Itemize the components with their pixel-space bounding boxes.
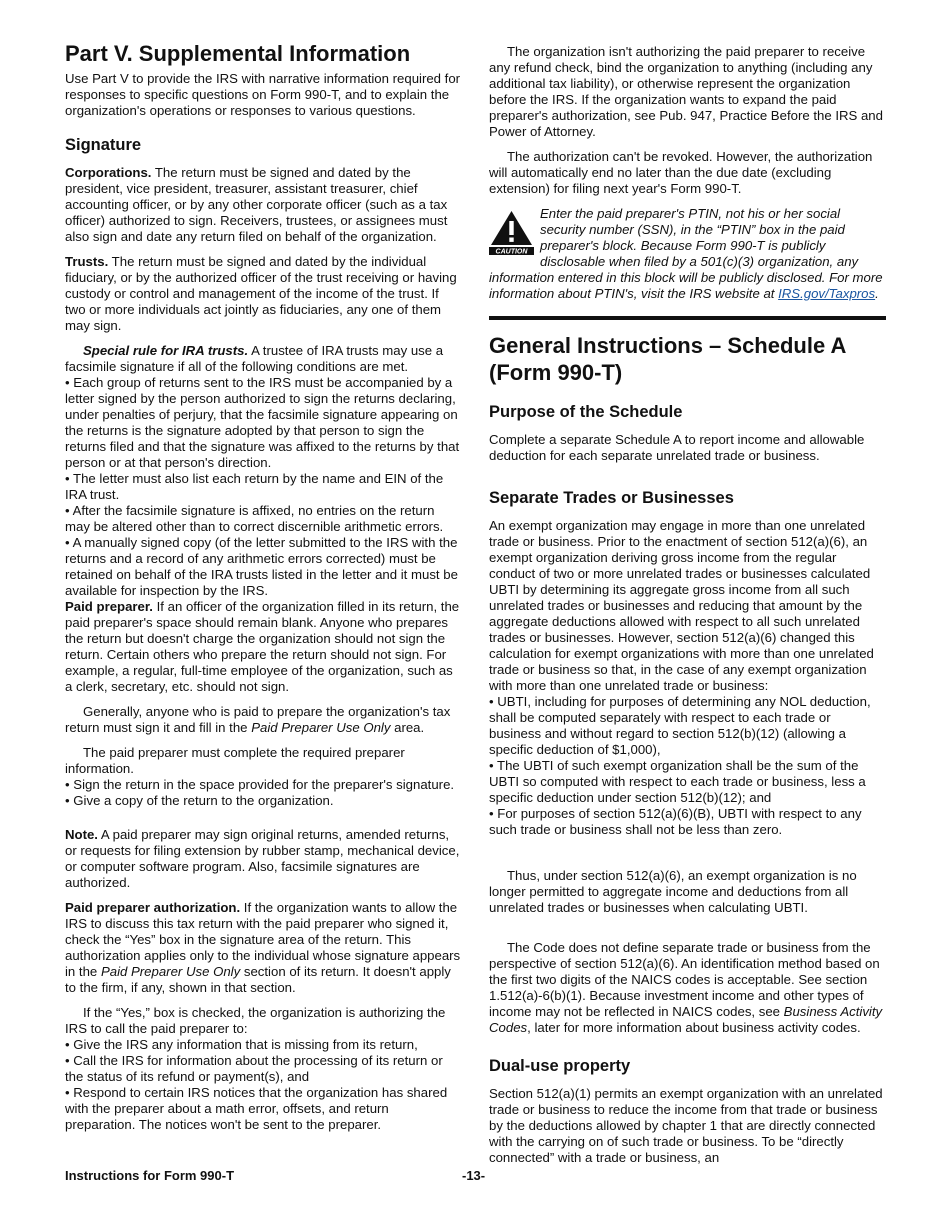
list-item: • Give a copy of the return to the organization. (65, 793, 462, 809)
note-label: Note. (65, 827, 98, 842)
list-item: • UBTI, including for purposes of determining any NOL deduction, shall be computed separately with respect to each trade or business and without regard to section 512(b)(12) (allowing a specific deduction of $1,000), (489, 694, 886, 758)
code-emphasis: Business Activity Codes (489, 1004, 883, 1035)
purpose-paragraph: Complete a separate Schedule A to report income and allowable deduction for each separate unrelated trade or business. (489, 432, 865, 463)
trusts-label: Trusts. (65, 254, 109, 269)
caution-end: . (875, 286, 879, 301)
list-item: • A manually signed copy (of the letter submitted to the IRS with the returns and a record of any arithmetic errors corrected) must be retained on behalf of the IRA trusts listed in the letter and it must be available for inspection by the IRS. (65, 535, 462, 599)
paid-preparer-label: Paid preparer. (65, 599, 153, 614)
paid-preparer-text: If an officer of the organization filled in its return, the paid preparer's space should remain blank. Anyone who prepares the return but doesn't charge the organization should not sign the return. Certain others who prepare the return should not sign. For example, a regular, full-time employee of the organization, such as a clerk, secretary, etc. should not sign. (65, 599, 460, 694)
authorization-emphasis: Paid Preparer Use Only (100, 964, 241, 979)
note-text: A paid preparer may sign original returns, amended returns, or requests for filing extension by rubber stamp, mechanical device, or computer software program. Also, facsimile signatures are authorized. (65, 827, 460, 890)
trusts-paragraph (65, 254, 462, 334)
caution-label: CAUTION (495, 248, 528, 255)
corporations-text: The return must be signed and dated by the president, vice president, treasurer, assistant treasurer, chief accounting officer, or by any other corporate officer (such as a tax officer) authorized to sign. Receivers, trustees, or assignees must also sign and date any return filed on behalf of the organization. (65, 165, 448, 244)
dual-use-heading: Dual-use property (489, 1057, 631, 1075)
separate-trades-bullet-list (489, 694, 886, 838)
list-item: • After the facsimile signature is affixed, no entries on the return may be altered other than to correct discernible arithmetic errors. (65, 503, 462, 535)
caution-note (489, 206, 886, 302)
note-paragraph (65, 827, 462, 891)
authorization-text-b: section of its return. It doesn't apply to the firm, if any, shown in that section. (65, 964, 451, 995)
ira-label: Special rule for IRA trusts. (83, 343, 249, 358)
generally-paragraph (65, 704, 462, 736)
list-item: • For purposes of section 512(a)(6)(B), UBTI with respect to any such trade or business shall not be less than zero. (489, 806, 886, 838)
footer-form-name: Instructions for Form 990-T (65, 1168, 235, 1183)
code-text-b: , later for more information about business activity codes. (527, 1020, 861, 1035)
generally-text-a: Generally, anyone who is paid to prepare the organization's tax return must sign it and fill in the (65, 704, 451, 735)
trusts-text: The return must be signed and dated by the individual fiduciary, or by the authorized officer of the trust receiving or having custody or control and management of the income of the trust. If two or more individuals act jointly as fiduciaries, any one of them may sign. (65, 254, 457, 333)
code-text-a: The Code does not define separate trade or business from the perspective of section 512(a)(6). An identification method based on the first two digits of the NAICS codes is acceptable. See section 1.512(a)-6(b)(1). Because investment income and other types of income may not be reflected in NAICS codes, see (489, 940, 880, 1019)
cant-revoke-paragraph: The authorization can't be revoked. However, the authorization will automatically end no later than the due date (excluding extension) for filing next year's Form 990-T. (489, 149, 873, 196)
must-complete-paragraph: The paid preparer must complete the required preparer information. (65, 745, 405, 776)
code-paragraph (489, 940, 886, 1036)
paid-preparer-paragraph (65, 599, 462, 695)
list-item: • The UBTI of such exempt organization shall be the sum of the UBTI so computed with respect to each trade or business, less a specific deduction under section 512(b)(12); and (489, 758, 886, 806)
list-item: • The letter must also list each return by the name and EIN of the IRA trust. (65, 471, 462, 503)
page-number: -13- (462, 1168, 486, 1183)
generally-emphasis: Paid Preparer Use Only (251, 720, 391, 735)
thus-paragraph: Thus, under section 512(a)(6), an exempt organization is no longer permitted to aggregate income and deductions from all unrelated trades or businesses when calculating UBTI. (489, 868, 857, 915)
part-v-intro: Use Part V to provide the IRS with narrative information required for responses to specific questions on Form 990-T, and to explain the organization's operations or responses to various questions. (65, 71, 461, 118)
caution-text: Enter the paid preparer's PTIN, not his or her social security number (SSN), in the “PTIN” box in the paid preparer's block. Because Form 990-T is publicly disclosable when filed by a 501(c)(3) organization, any information entered in this block will be publicly disclosed. For more information about PTIN's, visit the IRS website at (489, 206, 883, 301)
preparer-bullet-list (65, 777, 462, 809)
purpose-heading: Purpose of the Schedule (489, 403, 683, 421)
section-divider (489, 316, 886, 320)
list-item: • Each group of returns sent to the IRS must be accompanied by a letter signed by the person authorized to sign the returns declaring, under penalties of perjury, that the facsimile signature appearing on the returns is the signature adopted by that person to sign the returns filed and that the signature was affixed to the returns by that person or at that person's direction. (65, 375, 462, 471)
irs-taxpros-link[interactable]: IRS.gov/Taxpros (778, 286, 876, 301)
not-authorizing-paragraph: The organization isn't authorizing the paid preparer to receive any refund check, bind the organization to anything (including any additional tax liability), or otherwise represent the organization before the IRS. If the organization wants to expand the paid preparer's authorization, see Pub. 947, Practice Before the IRS and Power of Attorney. (489, 44, 883, 139)
ira-text: A trustee of IRA trusts may use a facsimile signature if all of the following conditions are met. (65, 343, 444, 374)
corporations-label: Corporations. (65, 165, 152, 180)
dual-use-paragraph: Section 512(a)(1) permits an exempt organization with an unrelated trade or business to reduce the income from that trade or business by the deductions allowed by chapter 1 that are directly connected with the carrying on of such trade or business. To be “directly connected” with a trade or business, an (489, 1086, 883, 1165)
list-item: • Call the IRS for information about the processing of its return or the status of its refund or payment(s), and (65, 1053, 462, 1085)
corporations-paragraph (65, 165, 462, 245)
ira-bullet-list (65, 375, 462, 599)
caution-icon (489, 209, 534, 255)
left-column (65, 40, 462, 1133)
generally-text-b: area. (390, 720, 425, 735)
separate-trades-heading: Separate Trades or Businesses (489, 489, 734, 507)
if-yes-paragraph: If the “Yes,” box is checked, the organization is authorizing the IRS to call the paid preparer to: (65, 1005, 446, 1036)
ira-paragraph (65, 343, 462, 375)
right-column (489, 44, 886, 1175)
list-item: • Sign the return in the space provided for the preparer's signature. (65, 777, 462, 793)
authorization-text-a: If the organization wants to allow the IRS to discuss this tax return with the paid preparer who signed it, check the “Yes” box in the signature area of the return. This authorization applies only to the individual whose signature appears in the (65, 900, 461, 979)
authorization-paragraph (65, 900, 462, 996)
list-item: • Respond to certain IRS notices that the organization has shared with the preparer about a math error, offsets, and return preparation. The notices won't be sent to the preparer. (65, 1085, 462, 1133)
part-v-title: Part V. Supplemental Information (65, 41, 411, 66)
signature-heading: Signature (65, 136, 142, 154)
separate-trades-paragraph: An exempt organization may engage in more than one unrelated trade or business. Prior to the enactment of section 512(a)(6), an exempt organization deriving gross income from the regular conduct of two or more unrelated trades or businesses calculated UBTI by determining its aggregate gross income from all such unrelated trades or businesses and reducing that amount by the aggregate deductions allowed with respect to all such unrelated trades or businesses. However, section 512(a)(6) changed this calculation for exempt organizations with more than one unrelated trade or business so that, in the case of any exempt organization with more than one unrelated trade or business: (489, 518, 874, 693)
list-item: • Give the IRS any information that is missing from its return, (65, 1037, 462, 1053)
general-instructions-title: General Instructions – Schedule A (Form 990-T) (489, 333, 846, 385)
authorization-label: Paid preparer authorization. (65, 900, 241, 915)
authorization-bullet-list (65, 1037, 462, 1133)
